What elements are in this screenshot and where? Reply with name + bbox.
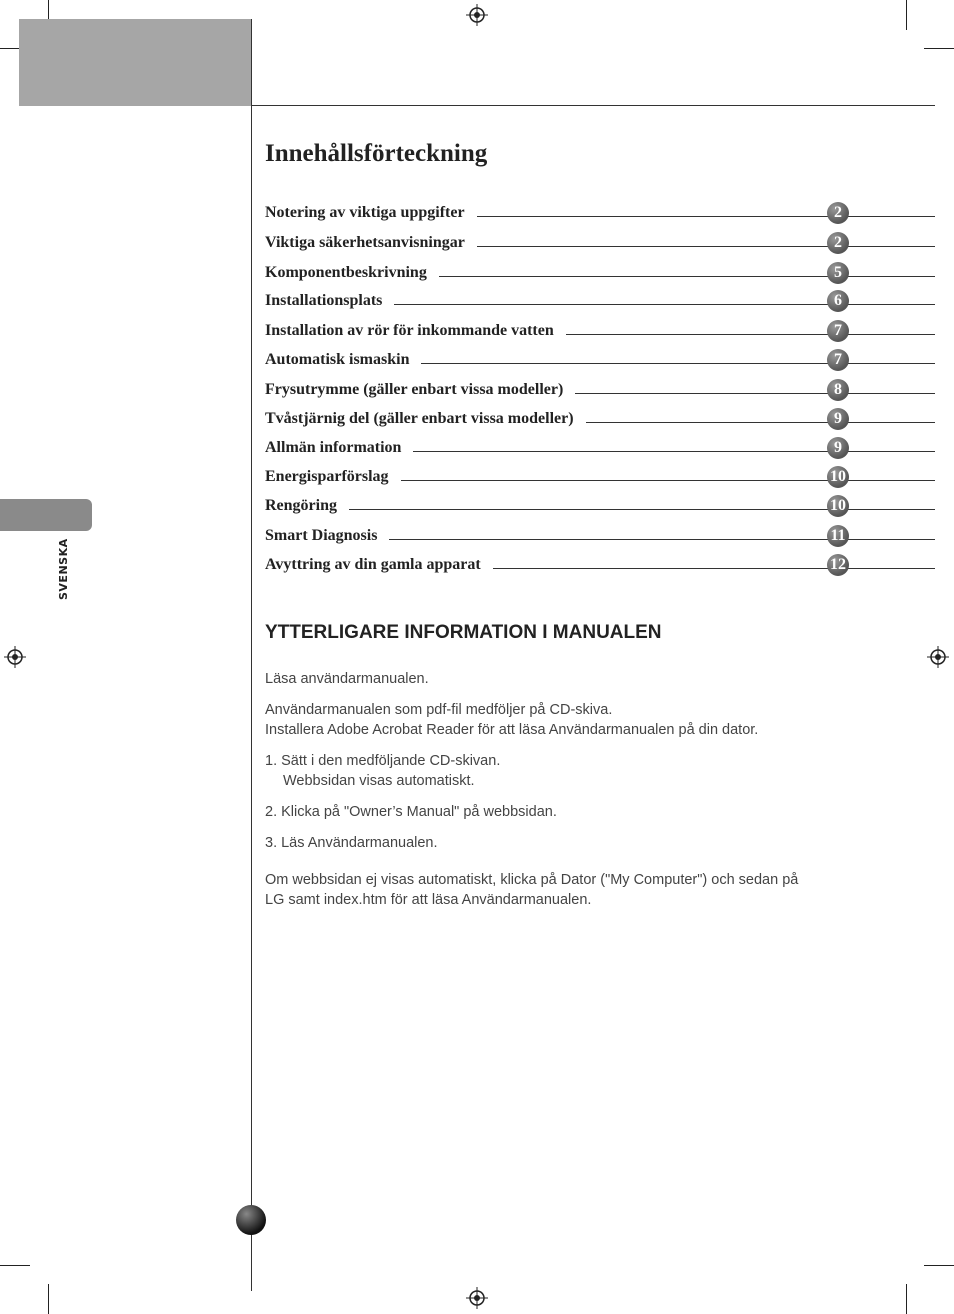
toc-item [265, 410, 935, 436]
toc-page-badge: 8 [827, 379, 849, 401]
toc-item [265, 556, 935, 582]
page-number-dot-icon [236, 1205, 266, 1235]
registration-mark-icon [927, 646, 949, 668]
paragraph: Om webbsidan ej visas automatiskt, klicka på Dator ("My Computer") och sedan på [265, 872, 799, 888]
toc-item [265, 497, 935, 523]
toc-item-label: Komponentbeskrivning [265, 264, 427, 281]
toc-page-badge: 7 [827, 349, 849, 371]
toc-leader-line [586, 422, 935, 423]
toc-leader-line [401, 480, 935, 481]
paragraph: Läsa användarmanualen. [265, 671, 429, 687]
step-item: 2. Klicka på "Owner’s Manual" på webbsidan. [265, 804, 557, 820]
toc-leader-line [421, 363, 935, 364]
page-divider-vertical [251, 19, 252, 1291]
toc-page-badge: 6 [827, 290, 849, 312]
toc-item-label: Tvåstjärnig del (gäller enbart vissa modeller) [265, 410, 574, 427]
toc-leader-line [394, 304, 935, 305]
crop-mark [906, 1284, 907, 1314]
language-label: SVENSKA [57, 538, 70, 600]
toc-item-label: Rengöring [265, 497, 337, 514]
registration-mark-icon [466, 1287, 488, 1309]
toc-page-badge: 5 [827, 262, 849, 284]
toc-item [265, 204, 935, 230]
toc-leader-line [477, 246, 935, 247]
toc-leader-line [493, 568, 935, 569]
toc-item-label: Installation av rör för inkommande vatten [265, 322, 554, 339]
toc-item-label: Viktiga säkerhetsanvisningar [265, 234, 465, 251]
toc-page-badge: 11 [827, 525, 849, 547]
toc-item-label: Allmän information [265, 439, 402, 456]
toc-item [265, 234, 935, 260]
toc-item [265, 381, 935, 407]
registration-mark-icon [4, 646, 26, 668]
toc-page-badge: 9 [827, 408, 849, 430]
toc-leader-line [439, 276, 935, 277]
page-title: Innehållsförteckning [265, 140, 488, 167]
toc-item [265, 292, 935, 318]
toc-leader-line [575, 393, 935, 394]
paragraph: Användarmanualen som pdf-fil medföljer på CD-skiva. [265, 702, 613, 718]
crop-mark [924, 48, 954, 49]
step-item: 1. Sätt i den medföljande CD-skivan. [265, 753, 501, 769]
crop-mark [48, 1284, 49, 1314]
header-divider [251, 105, 935, 106]
toc-item [265, 439, 935, 465]
toc-page-badge: 2 [827, 202, 849, 224]
toc-page-badge: 2 [827, 232, 849, 254]
toc-item-label: Installationsplats [265, 292, 383, 309]
toc-item-label: Notering av viktiga uppgifter [265, 204, 465, 221]
toc-leader-line [413, 451, 935, 452]
toc-item [265, 351, 935, 377]
paragraph: Installera Adobe Acrobat Reader för att läsa Användarmanualen på din dator. [265, 722, 759, 738]
toc-item [265, 322, 935, 348]
toc-leader-line [389, 539, 935, 540]
registration-mark-icon [466, 4, 488, 26]
toc-page-badge: 9 [827, 437, 849, 459]
toc-page-badge: 7 [827, 320, 849, 342]
toc-item [265, 468, 935, 494]
toc-item-label: Frysutrymme (gäller enbart vissa modeller) [265, 381, 564, 398]
step-item: Webbsidan visas automatiskt. [283, 773, 475, 789]
toc-item-label: Avyttring av din gamla apparat [265, 556, 481, 573]
toc-page-badge: 10 [827, 466, 849, 488]
toc-page-badge: 10 [827, 495, 849, 517]
section-heading: YTTERLIGARE INFORMATION I MANUALEN [265, 622, 662, 643]
toc-page-badge: 12 [827, 554, 849, 576]
step-item: 3. Läs Användarmanualen. [265, 835, 438, 851]
toc-item [265, 527, 935, 553]
toc-item-label: Energisparförslag [265, 468, 389, 485]
toc-leader-line [566, 334, 935, 335]
toc-item-label: Automatisk ismaskin [265, 351, 410, 368]
toc-item [265, 264, 935, 290]
crop-mark [0, 1265, 30, 1266]
paragraph: LG samt index.htm för att läsa Användarmanualen. [265, 892, 592, 908]
crop-mark [906, 0, 907, 30]
language-tab [0, 499, 92, 531]
toc-item-label: Smart Diagnosis [265, 527, 378, 544]
crop-mark [924, 1265, 954, 1266]
toc-leader-line [477, 216, 935, 217]
header-grey-block [19, 19, 251, 106]
